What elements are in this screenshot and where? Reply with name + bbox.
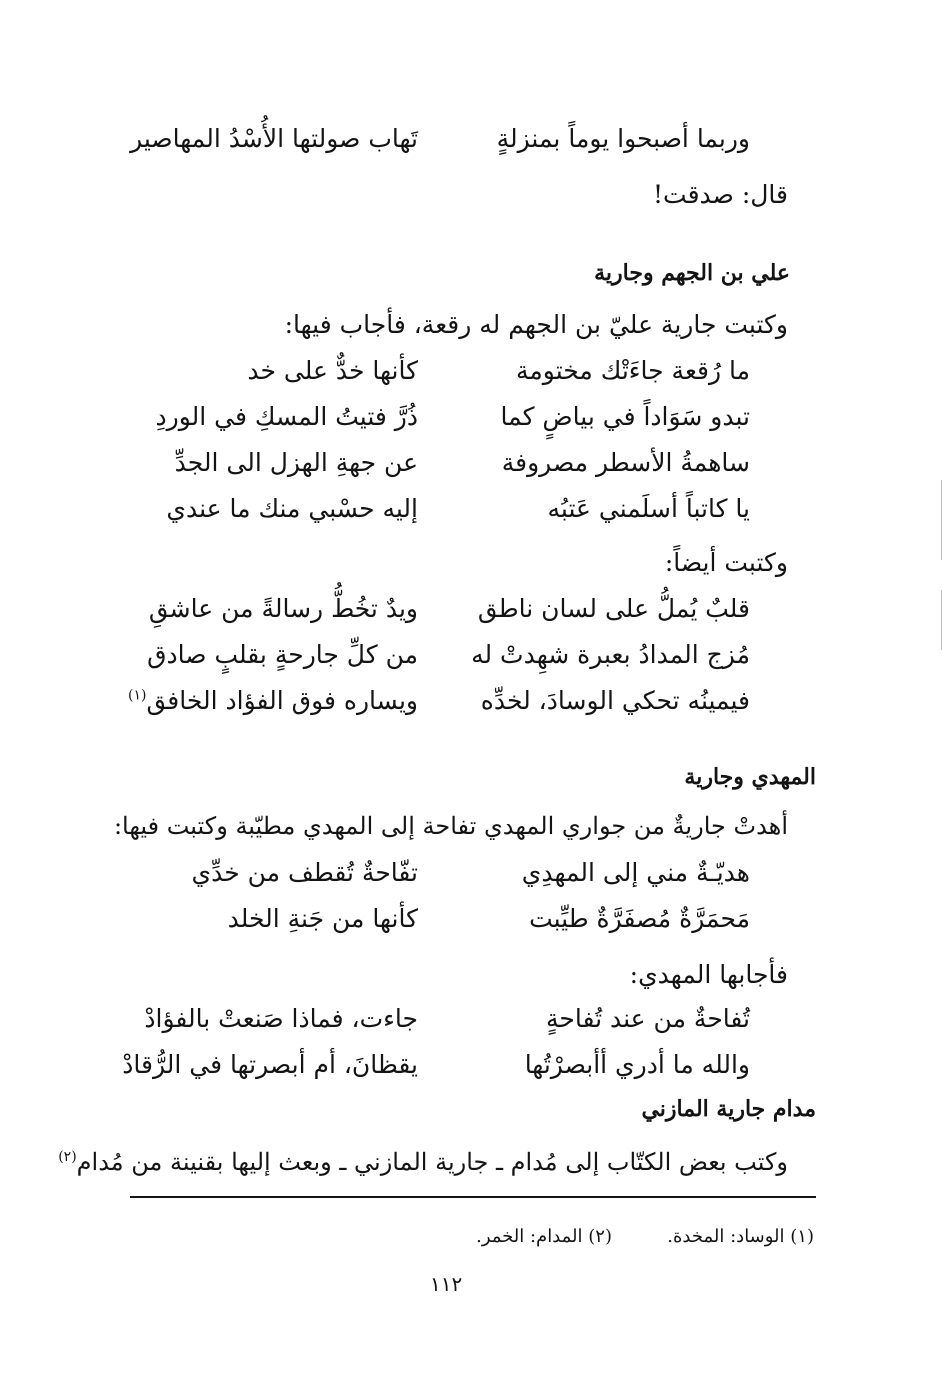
verse-6-first-hemistich: مُزج المدادُ بعبرة شهِدتْ له [471,640,750,669]
verse-7-first-hemistich: فيمينُه تحكي الوسادَ، لخدِّه [480,686,750,715]
verse-4-first-hemistich: يا كاتباً أسلَمني عَتبُه [547,494,750,523]
verse-8-second-hemistich: تفّاحةٌ تُقطف من خدِّي [191,858,418,887]
verse-3-second-hemistich: عن جهةِ الهزل الى الجدِّ [174,448,418,477]
verse-5-first-hemistich: قلبٌ يُملُّ على لسان ناطق [477,594,750,623]
footnote-2: (٢) المدام: الخمر. [476,1226,612,1247]
verse-9-first-hemistich: مَحمَرَّةٌ مُصفَرَّةٌ طيِّبت [529,904,750,933]
scan-margin-mark [941,590,942,650]
footnote-mark-1: (١) [127,687,147,704]
verse-10-second-hemistich: جاءت، فماذا صَنعتْ بالفؤادْ [144,1004,418,1033]
verse-5-second-hemistich: ويدٌ تخُطُّ رسالةً من عاشقِ [148,594,418,623]
verse-8-first-hemistich: هديّـةٌ مني إلى المهدِي [521,858,750,887]
section-heading-mahdi: المهدي وجارية [684,764,816,790]
section3-intro [58,1148,788,1176]
verse-11-first-hemistich: والله ما أدري أأبصرْتُها [524,1050,750,1079]
verse-2-first-hemistich: تبدو سَوَاداً في بياضٍ كما [500,402,750,431]
footnote-1: (١) الوساد: المخدة. [667,1226,814,1247]
section2-intro: أهدتْ جاريةٌ من جواري المهدي تفاحة إلى المهدي مطيّبة وكتبت فيها: [113,812,788,840]
verse-top-first-hemistich: وربما أصبحوا يوماً بمنزلةٍ [496,124,750,153]
section-heading-mudam: مدام جارية المازني [641,1096,816,1122]
verse-4-second-hemistich: إليه حسْبي منك ما عندي [166,494,418,523]
verse-7-second-text: ويساره فوق الفؤاد الخافق [146,686,418,715]
section2-intro2: فأجابها المهدي: [629,960,788,989]
reply-line: قال: صدقت! [653,180,788,209]
scan-margin-mark [941,480,942,560]
section1-intro: وكتبت جارية عليّ بن الجهم له رقعة، فأجاب فيها: [284,310,788,339]
section-heading-ali-ibn-jahm: علي بن الجهم وجارية [594,260,790,286]
footnote-mark-2: (٢) [58,1149,77,1165]
footnote-separator [130,1196,816,1198]
section1-intro2: وكتبت أيضاً: [664,548,788,577]
verse-10-first-hemistich: تُفاحةٌ من عند تُفاحةٍ [545,1004,750,1033]
verse-3-first-hemistich: ساهمةُ الأسطر مصروفة [501,448,750,477]
verse-top-second-hemistich: تَهاب صولتها الأُسْدُ المهاصير [130,124,418,153]
verse-11-second-hemistich: يقظانَ، أم أبصرتها في الرُّقادْ [122,1050,418,1079]
verse-2-second-hemistich: ذُرَّ فتيتُ المسكِ في الوردِ [155,402,418,431]
verse-6-second-hemistich: من كلِّ جارحةٍ بقلبٍ صادق [147,640,418,669]
verse-7-second-hemistich [128,686,418,715]
verse-9-second-hemistich: كأنها من جَنةِ الخلد [227,904,418,933]
section3-intro-text: وكتب بعض الكتّاب إلى مُدام ـ جارية المازني ـ وبعث إليها بقنينة من مُدام [76,1148,788,1176]
verse-1-first-hemistich: ما رُقعة جاءَتْك مختومة [516,356,750,385]
page-number: ١١٢ [430,1272,463,1296]
verse-1-second-hemistich: كأنها خدٌّ على خد [247,356,418,385]
